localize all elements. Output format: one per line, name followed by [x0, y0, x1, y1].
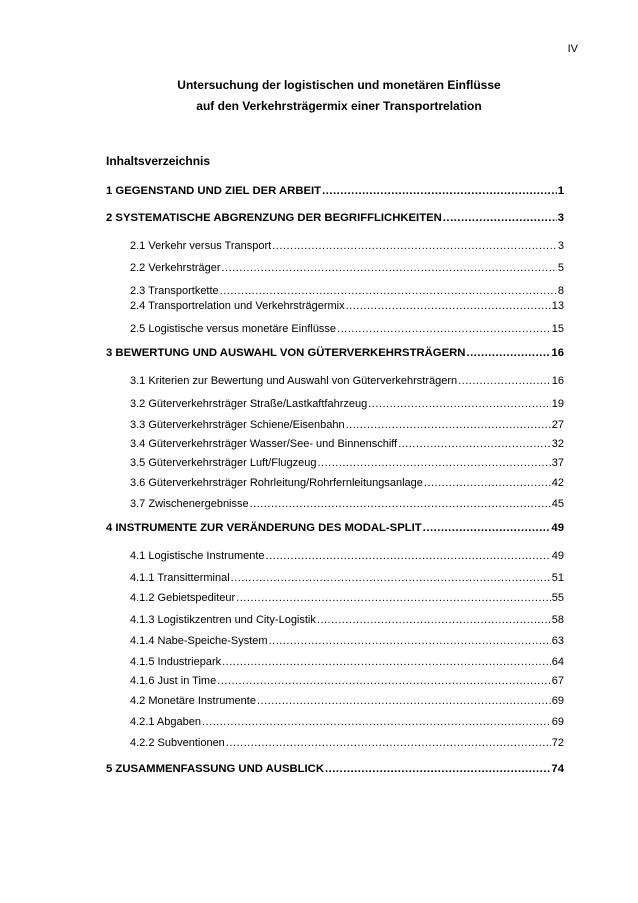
- page-number: IV: [567, 43, 578, 55]
- toc-entry-page: 72: [551, 737, 564, 749]
- toc-entry-page: 32: [551, 438, 564, 450]
- toc-entry-label: 2.1 Verkehr versus Transport: [130, 240, 272, 252]
- toc-dot-leader: [423, 521, 551, 535]
- toc-dot-leader: [317, 456, 550, 470]
- toc-entry-label: 4.1.1 Transitterminal: [130, 572, 230, 584]
- toc-dot-leader: [317, 613, 551, 627]
- toc-entry-page: 13: [551, 300, 564, 312]
- toc-entry-label: 3.2 Güterverkehrsträger Straße/Lastkaftfahrzeug: [130, 398, 368, 410]
- toc-title: Inhaltsverzeichnis: [106, 154, 211, 168]
- toc-section-entry[interactable]: [130, 418, 564, 432]
- toc-dot-leader: [272, 239, 557, 253]
- toc-dot-leader: [346, 299, 551, 313]
- toc-dot-leader: [398, 437, 551, 451]
- toc-entry-page: 3: [557, 212, 564, 224]
- toc-entry-page: 15: [551, 323, 564, 335]
- toc-section-entry[interactable]: [130, 715, 564, 729]
- toc-section-entry[interactable]: [130, 655, 564, 669]
- toc-dot-leader: [269, 634, 551, 648]
- toc-dot-leader: [266, 549, 551, 563]
- toc-dot-leader: [458, 374, 551, 388]
- toc-section-entry[interactable]: [130, 694, 564, 708]
- toc-entry-page: 27: [551, 419, 564, 431]
- toc-entry-page: 37: [551, 457, 564, 469]
- toc-entry-label: 2.2 Verkehrsträger: [130, 262, 221, 274]
- toc-section-entry[interactable]: [130, 571, 564, 585]
- toc-entry-page: 69: [551, 716, 564, 728]
- toc-entry-label: 3.1 Kriterien zur Bewertung und Auswahl von Güterverkehrsträgern: [130, 375, 458, 387]
- toc-dot-leader: [236, 591, 551, 605]
- document-subtitle-line-2: auf den Verkehrsträgermix einer Transportrelation: [196, 99, 482, 113]
- toc-entry-label: 4.2.2 Subventionen: [130, 737, 225, 749]
- toc-dot-leader: [346, 418, 551, 432]
- toc-entry-page: 45: [551, 498, 564, 510]
- toc-entry-page: 49: [551, 550, 564, 562]
- toc-entry-page: 3: [557, 240, 564, 252]
- toc-entry-label: 3.7 Zwischenergebnisse: [130, 498, 249, 510]
- toc-dot-leader: [202, 715, 551, 729]
- toc-dot-leader: [226, 736, 551, 750]
- toc-dot-leader: [466, 346, 550, 360]
- toc-entry-page: 67: [551, 675, 564, 687]
- toc-section-entry[interactable]: [130, 456, 564, 470]
- toc-section-entry[interactable]: [130, 397, 564, 411]
- toc-entry-label: 2.3 Transportkette: [130, 285, 219, 297]
- toc-section-entry[interactable]: [130, 549, 564, 563]
- toc-dot-leader: [337, 322, 551, 336]
- toc-entry-page: 49: [551, 522, 564, 534]
- toc-entry-label: 4.1.6 Just in Time: [130, 675, 217, 687]
- document-subtitle-line-1: Untersuchung der logistischen und monetären Einflüsse: [177, 78, 501, 92]
- toc-section-entry[interactable]: [130, 261, 564, 275]
- toc-section-entry[interactable]: [130, 613, 564, 627]
- toc-entry-page: 42: [551, 477, 564, 489]
- toc-dot-leader: [368, 397, 551, 411]
- toc-entry-label: 2.5 Logistische versus monetäre Einflüsse: [130, 323, 337, 335]
- toc-section-entry[interactable]: [130, 299, 564, 313]
- toc-section-entry[interactable]: [130, 374, 564, 388]
- toc-section-entry[interactable]: [130, 476, 564, 490]
- toc-entry-label: 4.1.5 Industriepark: [130, 656, 222, 668]
- toc-entry-label: 4.1.3 Logistikzentren und City-Logistik: [130, 614, 316, 626]
- toc-dot-leader: [222, 261, 557, 275]
- toc-entry-page: 64: [551, 656, 564, 668]
- toc-entry-page: 16: [551, 347, 564, 359]
- toc-section-entry[interactable]: [130, 497, 564, 511]
- toc-dot-leader: [222, 655, 551, 669]
- toc-entry-label: 4.2 Monetäre Instrumente: [130, 695, 256, 707]
- toc-entry-label: 3 BEWERTUNG UND AUSWAHL VON GÜTERVERKEHRSTRÄGERN: [106, 347, 466, 359]
- toc-dot-leader: [220, 284, 557, 298]
- toc-entry-page: 69: [551, 695, 564, 707]
- toc-entry-label: 4 INSTRUMENTE ZUR VERÄNDERUNG DES MODAL-SPLIT: [106, 522, 422, 534]
- toc-entry-page: 8: [557, 285, 564, 297]
- toc-entry-page: 1: [557, 185, 564, 197]
- toc-dot-leader: [257, 694, 551, 708]
- toc-entry-label: 2.4 Transportrelation und Verkehrsträgermix: [130, 300, 345, 312]
- toc-dot-leader: [322, 184, 557, 198]
- toc-chapter-entry[interactable]: [106, 211, 564, 225]
- toc-entry-label: 4.1.2 Gebietspediteur: [130, 592, 236, 604]
- toc-entry-label: 3.3 Güterverkehrsträger Schiene/Eisenbahn: [130, 419, 345, 431]
- toc-dot-leader: [424, 476, 551, 490]
- toc-dot-leader: [325, 762, 550, 776]
- toc-entry-page: 19: [551, 398, 564, 410]
- toc-entry-page: 5: [557, 262, 564, 274]
- toc-entry-label: 3.5 Güterverkehrsträger Luft/Flugzeug: [130, 457, 317, 469]
- toc-section-entry[interactable]: [130, 736, 564, 750]
- toc-dot-leader: [250, 497, 551, 511]
- toc-dot-leader: [231, 571, 551, 585]
- toc-entry-page: 63: [551, 635, 564, 647]
- toc-chapter-entry[interactable]: [106, 184, 564, 198]
- toc-chapter-entry[interactable]: [106, 521, 564, 535]
- toc-entry-page: 74: [551, 763, 564, 775]
- toc-entry-label: 4.1.4 Nabe-Speiche-System: [130, 635, 268, 647]
- toc-section-entry[interactable]: [130, 322, 564, 336]
- toc-entry-label: 1 GEGENSTAND UND ZIEL DER ARBEIT: [106, 185, 322, 197]
- toc-section-entry[interactable]: [130, 674, 564, 688]
- toc-chapter-entry[interactable]: [106, 762, 564, 776]
- toc-section-entry[interactable]: [130, 591, 564, 605]
- toc-entry-page: 55: [551, 592, 564, 604]
- toc-dot-leader: [217, 674, 551, 688]
- toc-entry-label: 2 SYSTEMATISCHE ABGRENZUNG DER BEGRIFFLICHKEITEN: [106, 212, 442, 224]
- toc-entry-label: 5 ZUSAMMENFASSUNG UND AUSBLICK: [106, 763, 324, 775]
- toc-entry-label: 3.6 Güterverkehrsträger Rohrleitung/Rohrfernleitungsanlage: [130, 477, 423, 489]
- toc-section-entry[interactable]: [130, 634, 564, 648]
- toc-entry-label: 3.4 Güterverkehrsträger Wasser/See- und Binnenschiff: [130, 438, 398, 450]
- toc-entry-page: 58: [551, 614, 564, 626]
- toc-section-entry[interactable]: [130, 437, 564, 451]
- toc-section-entry[interactable]: [130, 284, 564, 298]
- toc-dot-leader: [443, 211, 557, 225]
- toc-entry-page: 51: [551, 572, 564, 584]
- toc-section-entry[interactable]: [130, 239, 564, 253]
- toc-entry-page: 16: [551, 375, 564, 387]
- toc-entry-label: 4.1 Logistische Instrumente: [130, 550, 265, 562]
- toc-entry-label: 4.2.1 Abgaben: [130, 716, 201, 728]
- toc-chapter-entry[interactable]: [106, 346, 564, 360]
